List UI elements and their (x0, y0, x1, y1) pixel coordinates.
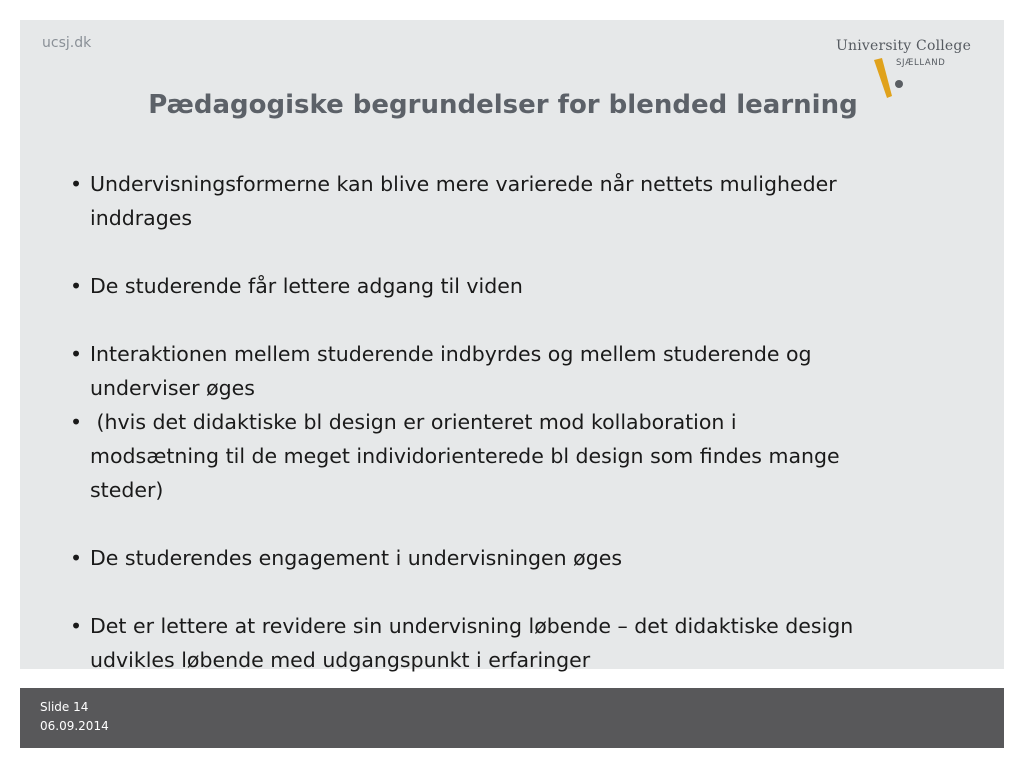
bullet-line: modsætning til de meget individorienterede bl design som findes mange (90, 444, 840, 468)
bullet-line: Undervisningsformerne kan blive mere varierede når nettets muligheder (90, 172, 837, 196)
bullet-line: steder) (90, 478, 164, 502)
bullet-marker: • (70, 274, 83, 298)
bullet-line: (hvis det didaktiske bl design er orienteret mod kollaboration i (90, 410, 737, 434)
slide-number: Slide 14 (40, 700, 89, 714)
bullet-marker: • (70, 342, 83, 366)
bullet-line: De studerendes engagement i undervisningen øges (90, 546, 623, 570)
bullet-item (70, 337, 970, 405)
site-url: ucsj.dk (42, 35, 92, 51)
bullet-item (70, 541, 970, 575)
bullet-marker: • (70, 614, 83, 638)
bullet-list (70, 167, 970, 677)
logo-name: University College (836, 38, 972, 54)
slide-title: Pædagogiske begrundelser for blended learning (148, 90, 858, 120)
bullet-item (70, 405, 970, 507)
bullet-item (70, 167, 970, 235)
slide-date: 06.09.2014 (40, 719, 109, 733)
footer-bar (20, 688, 1004, 748)
bullet-item (70, 269, 970, 303)
bullet-line: Det er lettere at revidere sin undervisning løbende – det didaktiske design (90, 614, 854, 638)
bullet-line: underviser øges (90, 376, 255, 400)
bullet-marker: • (70, 410, 83, 434)
bullet-line: udvikles løbende med udgangspunkt i erfaringer (90, 648, 591, 672)
bullet-marker: • (70, 546, 83, 570)
bullet-item (70, 609, 970, 677)
bullet-line: Interaktionen mellem studerende indbyrdes og mellem studerende og (90, 342, 812, 366)
logo-subname: SJÆLLAND (896, 58, 946, 68)
bullet-marker: • (70, 172, 83, 196)
bullet-line: inddrages (90, 206, 193, 230)
bullet-line: De studerende får lettere adgang til viden (90, 274, 523, 298)
